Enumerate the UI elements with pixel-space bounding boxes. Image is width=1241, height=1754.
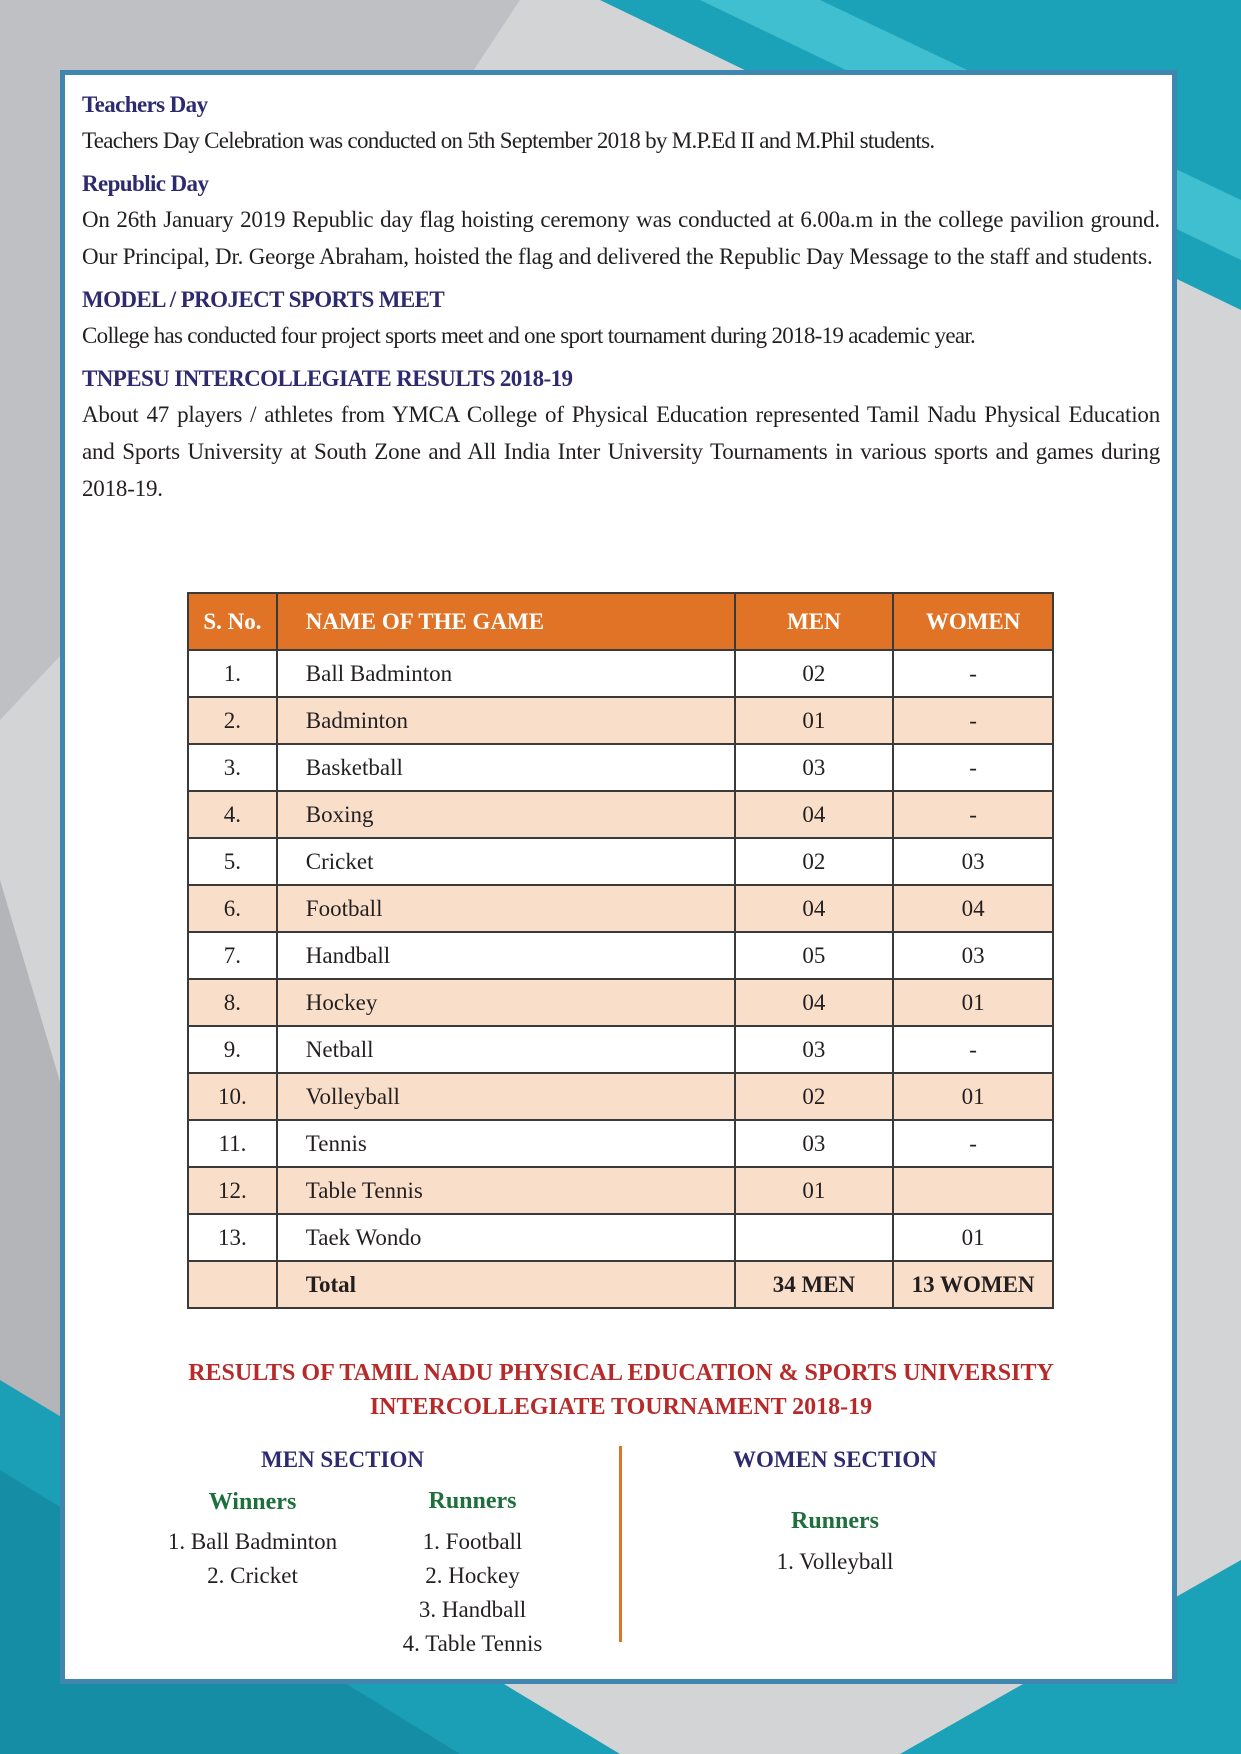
- men-section-heading: MEN SECTION: [261, 1447, 424, 1472]
- men-cell: 02: [735, 838, 894, 885]
- table-row: [188, 1120, 1053, 1167]
- serial-cell: 11.: [188, 1120, 277, 1167]
- men-cell: [735, 1214, 894, 1261]
- table-row: [188, 744, 1053, 791]
- game-cell: Basketball: [277, 744, 735, 791]
- game-cell: Taek Wondo: [277, 1214, 735, 1261]
- section-divider: [619, 1446, 622, 1642]
- teachers-day-heading: Teachers Day: [82, 92, 208, 117]
- women-cell: 03: [893, 932, 1053, 979]
- women-cell: -: [893, 697, 1053, 744]
- game-cell: Boxing: [277, 791, 735, 838]
- results-title: [82, 1356, 1160, 1424]
- header-women: WOMEN: [893, 593, 1053, 650]
- serial-cell: 9.: [188, 1026, 277, 1073]
- list-item: 3. Handball: [418, 1597, 527, 1622]
- men-cell: 04: [735, 791, 894, 838]
- men-cell: 01: [735, 1167, 894, 1214]
- women-cell: -: [893, 791, 1053, 838]
- game-cell: Badminton: [277, 697, 735, 744]
- men-cell: 03: [735, 744, 894, 791]
- table-row: [188, 650, 1053, 697]
- game-cell: Ball Badminton: [277, 650, 735, 697]
- game-cell: Hockey: [277, 979, 735, 1026]
- total-men: 34 MEN: [735, 1261, 894, 1308]
- table-row: [188, 932, 1053, 979]
- table-row: [188, 697, 1053, 744]
- game-cell: Table Tennis: [277, 1167, 735, 1214]
- game-cell: Volleyball: [277, 1073, 735, 1120]
- serial-cell: 10.: [188, 1073, 277, 1120]
- republic-day-heading: Republic Day: [82, 171, 209, 196]
- women-cell: -: [893, 1120, 1053, 1167]
- game-cell: Tennis: [277, 1120, 735, 1167]
- table-row: [188, 1026, 1053, 1073]
- women-cell: 01: [893, 1214, 1053, 1261]
- game-cell: Netball: [277, 1026, 735, 1073]
- table-row: [188, 838, 1053, 885]
- serial-cell: 3.: [188, 744, 277, 791]
- results-title-line2: INTERCOLLEGIATE TOURNAMENT 2018-19: [369, 1394, 873, 1420]
- women-cell: 01: [893, 979, 1053, 1026]
- table-row: [188, 791, 1053, 838]
- header-serial: S. No.: [188, 593, 277, 650]
- men-cell: 02: [735, 650, 894, 697]
- serial-cell: 12.: [188, 1167, 277, 1214]
- total-label: Total: [277, 1261, 735, 1308]
- serial-cell: 13.: [188, 1214, 277, 1261]
- sports-meet-heading: MODEL / PROJECT SPORTS MEET: [82, 287, 445, 312]
- serial-cell: 6.: [188, 885, 277, 932]
- men-winners-list: [150, 1525, 355, 1593]
- men-cell: 04: [735, 885, 894, 932]
- teachers-day-text: Teachers Day Celebration was conducted on 5th September 2018 by M.P.Ed II and M.Phil students.: [82, 128, 935, 153]
- total-women: 13 WOMEN: [893, 1261, 1053, 1308]
- serial-cell: 7.: [188, 932, 277, 979]
- men-runners-heading: Runners: [428, 1488, 517, 1514]
- table-header-row: [188, 593, 1053, 650]
- header-men: MEN: [735, 593, 894, 650]
- list-item: 1. Football: [422, 1529, 523, 1554]
- list-item: 4. Table Tennis: [402, 1631, 543, 1656]
- list-item: 2. Hockey: [425, 1563, 520, 1588]
- men-cell: 01: [735, 697, 894, 744]
- game-cell: Cricket: [277, 838, 735, 885]
- table-row: [188, 979, 1053, 1026]
- men-cell: 03: [735, 1120, 894, 1167]
- list-item: 1. Volleyball: [776, 1549, 894, 1574]
- women-cell: [893, 1167, 1053, 1214]
- men-cell: 02: [735, 1073, 894, 1120]
- header-game: NAME OF THE GAME: [277, 593, 735, 650]
- women-runners-heading: Runners: [790, 1508, 880, 1534]
- list-item: 1. Ball Badminton: [167, 1529, 338, 1554]
- serial-cell: 5.: [188, 838, 277, 885]
- game-cell: Football: [277, 885, 735, 932]
- results-title-line1: RESULTS OF TAMIL NADU PHYSICAL EDUCATION & SPORTS UNIVERSITY: [188, 1360, 1054, 1386]
- serial-cell: 1.: [188, 650, 277, 697]
- men-winners-heading: Winners: [208, 1489, 297, 1515]
- women-cell: -: [893, 1026, 1053, 1073]
- document-body: [82, 88, 1160, 507]
- women-cell: 04: [893, 885, 1053, 932]
- total-serial-cell: [188, 1261, 277, 1308]
- table-row: [188, 1073, 1053, 1120]
- women-cell: 01: [893, 1073, 1053, 1120]
- results-table: [187, 592, 1054, 1309]
- table-row: [188, 1214, 1053, 1261]
- serial-cell: 8.: [188, 979, 277, 1026]
- women-section-heading: WOMEN SECTION: [733, 1447, 937, 1472]
- serial-cell: 4.: [188, 791, 277, 838]
- sports-meet-text: College has conducted four project sports meet and one sport tournament during 2018-19 academic year.: [82, 323, 976, 348]
- intercollegiate-heading: TNPESU INTERCOLLEGIATE RESULTS 2018-19: [82, 366, 573, 391]
- intercollegiate-text: About 47 players / athletes from YMCA College of Physical Education represented Tamil Nadu Physical Education and Sports University at South Zone and All India Inter University Tournaments in various sports and games during 2018-19.: [82, 402, 1160, 501]
- men-runners-list: [375, 1525, 570, 1661]
- list-item: 2. Cricket: [207, 1563, 298, 1588]
- women-cell: -: [893, 650, 1053, 697]
- table-row: [188, 1167, 1053, 1214]
- women-cell: -: [893, 744, 1053, 791]
- serial-cell: 2.: [188, 697, 277, 744]
- total-row: [188, 1261, 1053, 1308]
- women-cell: 03: [893, 838, 1053, 885]
- men-cell: 03: [735, 1026, 894, 1073]
- republic-day-text: On 26th January 2019 Republic day flag hoisting ceremony was conducted at 6.00a.m in the college pavilion ground. Our Principal, Dr. George Abraham, hoisted the flag and delivered the Republic Day Message to the staff and students.: [82, 207, 1160, 269]
- women-runners-list: [735, 1545, 935, 1579]
- game-cell: Handball: [277, 932, 735, 979]
- table-row: [188, 885, 1053, 932]
- men-cell: 04: [735, 979, 894, 1026]
- men-cell: 05: [735, 932, 894, 979]
